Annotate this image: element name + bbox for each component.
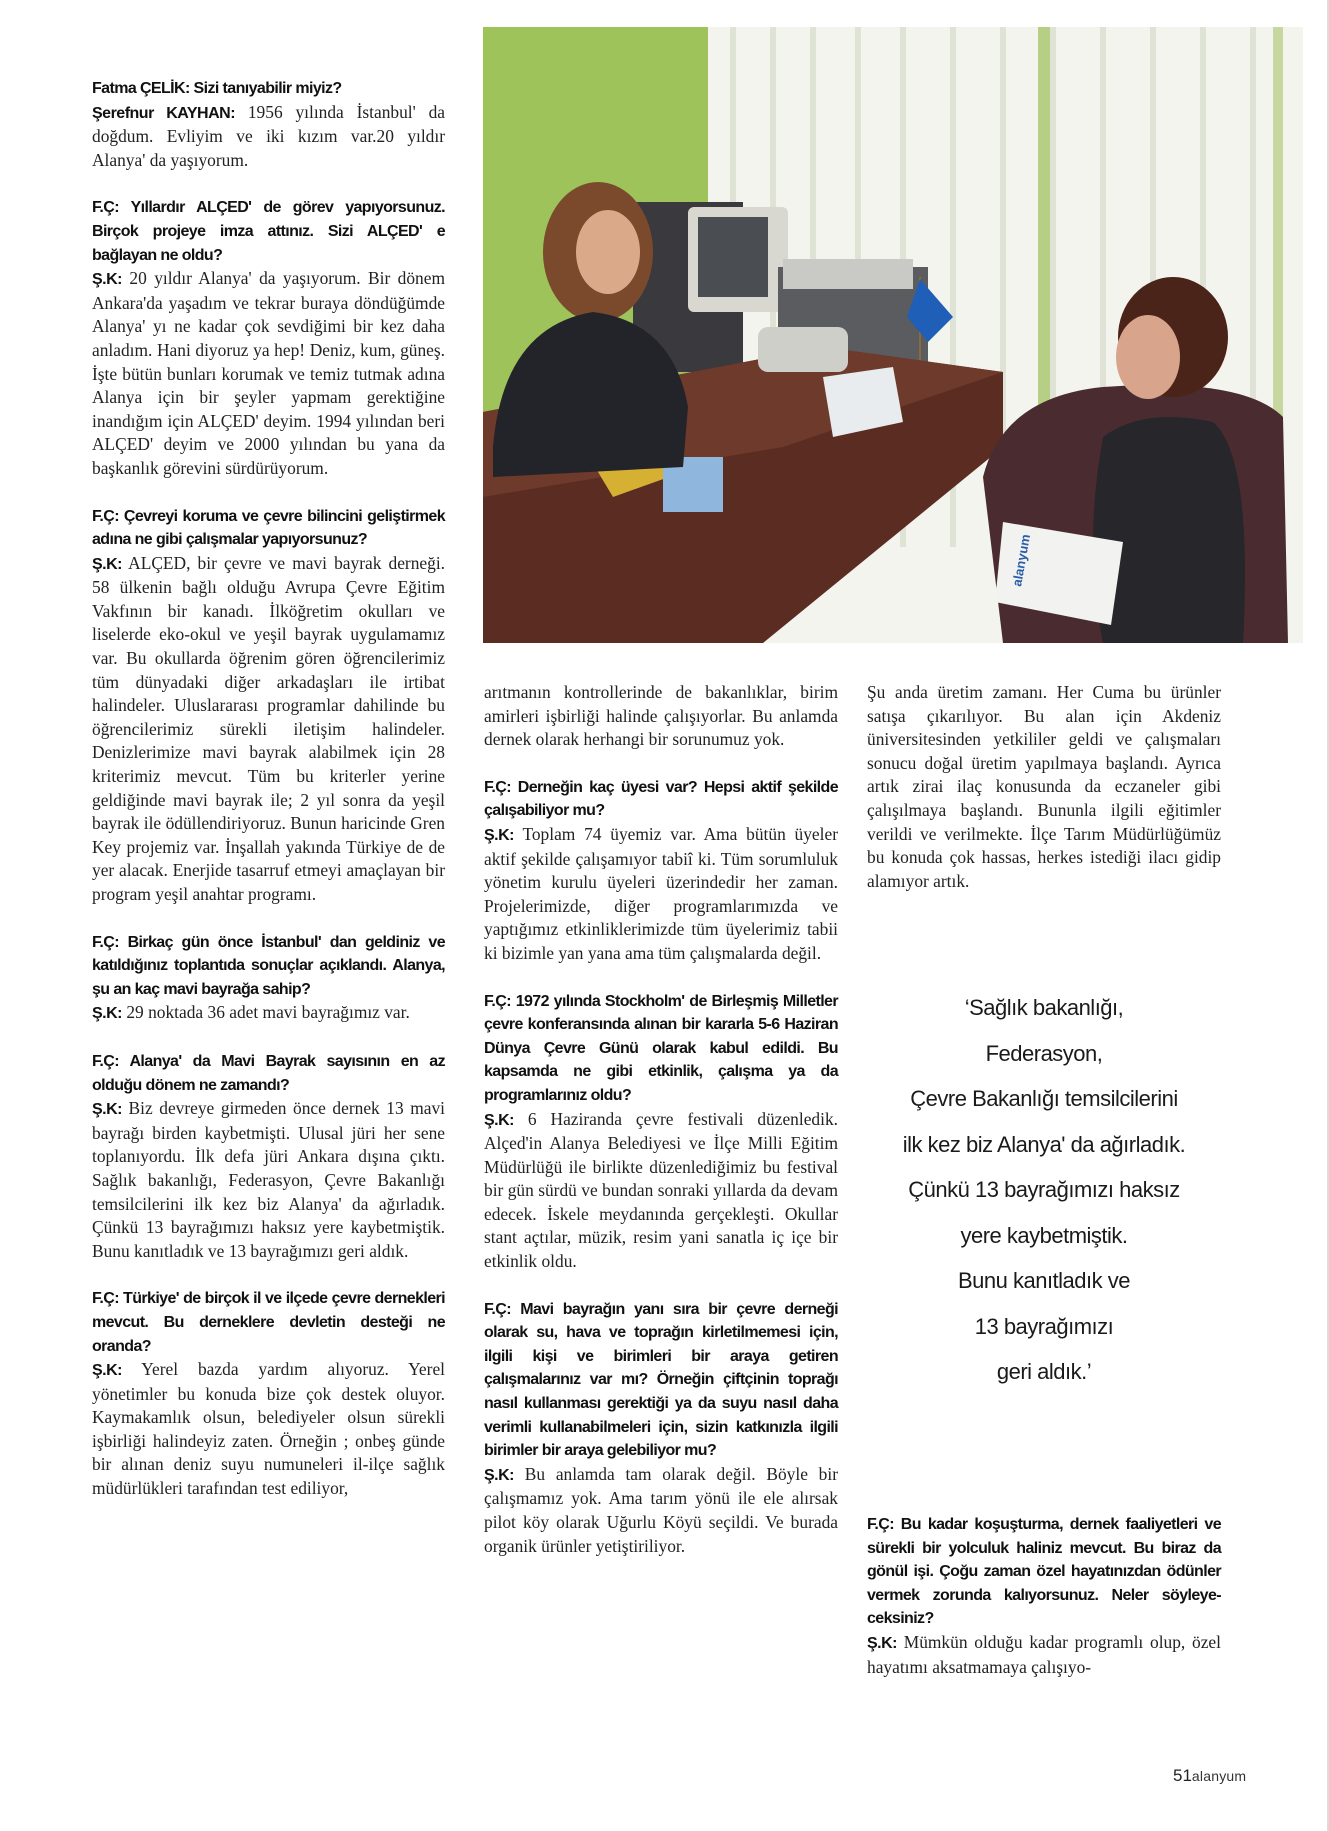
answer xyxy=(92,1001,445,1026)
pull-quote-line: Bunu kanıtladık ve xyxy=(957,1268,1130,1293)
qa-block xyxy=(867,1513,1221,1679)
question: F.Ç: 1972 yılında Stockholm' de Birleşmiş Milletler çevre konferansında alınan bir kararla 5-6 Haziran Dünya Çevre Günü olarak kabul edildi. Bu kapsamda ne gibi etkinlik, çalışma ya da programlarınız oldu? xyxy=(484,992,838,1104)
qa-block xyxy=(92,1050,445,1263)
pull-quote-line: yere kaybetmiştik. xyxy=(960,1222,1128,1248)
speaker-label: Ş.K: xyxy=(92,1362,122,1380)
pull-quote xyxy=(867,985,1221,1395)
speaker-label: Ş.K: xyxy=(484,826,514,844)
speaker-label: Ş.K: xyxy=(92,555,122,573)
continued-text-block xyxy=(867,681,1221,893)
monitor-screen xyxy=(698,217,768,297)
speaker-label: Ş.K: xyxy=(92,1005,122,1023)
question: F.Ç: Derneğin kaç üyesi var? Hepsi aktif şekilde çalışabiliyor mu? xyxy=(484,778,838,820)
continued-text-block xyxy=(484,681,838,752)
answer xyxy=(484,823,838,966)
question: F.Ç: Birkaç gün önce İstanbul' dan geldiniz ve katıldığınız toplantıda sonuçlar açıklandı. Alanya, şu an kaç mavi bayrağa sahip? xyxy=(92,933,445,998)
article-column-right xyxy=(867,681,1221,917)
pull-quote-line: ‘Sağlık bakanlığı, xyxy=(964,995,1124,1020)
woman-right-face xyxy=(1116,315,1180,399)
printer-top xyxy=(783,259,913,289)
question: F.Ç: Mavi bayrağın yanı sıra bir çevre derneği olarak su, hava ve toprağın kirletilmemesi için, ilgili kişi ve birimleri bir araya getiren çalışmalarınız var mı? Örneğin çiftçinin toprağı nasıl kullanması gerektiği ya da suyu nasıl daha verimli kullanabilmeleri için, sizin katkınızla ilgili birimler bir araya gelebiliyor mu? xyxy=(484,1300,838,1460)
answer xyxy=(92,101,445,173)
answer-text: Toplam 74 üyemiz var. Ama bütün üyeler aktif şekilde çalışamıyor tabiî ki. Tüm sorumluluk yönetim kurulu üyeleri üzerindedir her zaman. Projelerimizde, diğer programlarımızda ve yaptığımız etkinliklerimizde tüm üyelerimiz tabii ki bizimle yan yana ama tüm çalışmalarda değil. xyxy=(484,823,838,963)
interview-photo-illustration xyxy=(483,27,1303,643)
pull-quote-line: geri aldık.’ xyxy=(996,1359,1092,1384)
answer xyxy=(92,552,445,907)
answer xyxy=(92,1097,445,1263)
answer xyxy=(484,681,838,752)
woman-left-face xyxy=(576,210,640,294)
question: Fatma ÇELİK: Sizi tanıyabilir miyiz? xyxy=(92,80,342,97)
answer-text: ALÇED, bir çevre ve mavi bayrak derneği. 58 ülkenin bağlı olduğu Avrupa Çevre Eğitim Vakfının bir kanadı. İlköğretim okulları ve liselerde eko-okul ve yeşil bayrak uygulamamız var. Bu okullarda öğrenim gören öğrencilerimiz tüm dünyadaki diğer arkadaşları ile irtibat halindeler. Uluslararası programlar dahilinde bu öğrencilerimiz sürekli iletişim halindeler. Denizlerimize mavi bayrak alabilmek için 28 kriterimiz mevcut. Tüm bu kriterler yerine geldiğinde mavi bayrak ile; 2 yıl sonra da yeşil bayrak ile ödüllendiriyoruz. Bunun haricinde Gren Key projemiz var. İnşallah yakında Türkiye de de yer alacak. Enerjide tasarruf etmeyi amaçlayan bir program yeşil anahtar programı. xyxy=(92,552,445,904)
pull-quote-line: Çünkü 13 bayrağımızı haksız xyxy=(908,1177,1180,1202)
pull-quote-line: ilk kez biz Alanya' da ağırladık. xyxy=(902,1131,1186,1157)
answer-text: Bu anlamda tam olarak değil. Böyle bir çalışmamız yok. Ama tarım yönü ile ele alırsak pilot köy olarak Uğurlu Köyü seçildi. Ve burada organik ürünler yetiştiriliyor. xyxy=(484,1463,838,1556)
answer-text: Biz devreye girmeden önce dernek 13 mavi bayrağı birden kaybetmişti. Ulusal jüri her sene toplanıyordu. İlk defa jüri Ankara dışına çıktı. Sağlık bakanlığı, Federasyon, Çevre Bakanlığı temsilcilerini ilk kez biz Alanya' da ağırladık. Çünkü 13 bayrağımızı haksız yere kaybetmiştik. Bunu kanıtladık ve 13 bayrağımızı geri aldık. xyxy=(92,1098,445,1261)
woman-right-body xyxy=(1093,417,1245,643)
qa-block xyxy=(92,1287,445,1500)
telephone xyxy=(758,327,848,372)
answer-text: 20 yıldır Alanya' da yaşıyorum. Bir dönem Ankara'da yaşadım ve tekrar buraya döndüğümde Alanya' yı ne kadar çok sevdiğimi bir kez daha anladım. Hani diyoruz ya hep! Deniz, kum, güneş. İşte bütün bunları korumak ve temiz tutmak adına Alanya için bir şeyler yapmam gerektiğine inandığım için ALÇED' deyim. 1994 yılından beri ALÇED' deyim ve 2000 yılından bu yana da başkanlık görevini sürdürüyorum. xyxy=(92,268,445,478)
qa-block xyxy=(92,505,445,907)
interview-photo xyxy=(483,27,1303,643)
pull-quote-line: Çevre Bakanlığı temsilcilerini xyxy=(910,1086,1178,1111)
answer-text: 6 Haziranda çevre festivali düzenledik. Alçed'in Alanya Belediyesi ve İlçe Milli Eğitim Müdürlüğü ile birlikte düzenlediğimiz bu festival bir gün sürdü ve bundan sonraki yıllarda da devam edecek. İskele meydanında gerçekleşti. Okullar stant açtılar, müzik, resim yani sanatla iç içe bir etkinlik oldu. xyxy=(484,1108,838,1272)
question: F.Ç: Bu kadar koşuşturma, dernek faaliyetleri ve sürekli bir yolculuk haliniz mevcut. Bu biraz da gönül işi. Çoğu zaman özel hayatınızdan ödünler vermek zorunda kalıyorsunuz. Neler söyleye-ceksiniz? xyxy=(867,1516,1221,1628)
answer-text: arıtmanın kontrollerinde de bakanlıklar, birim amirleri işbirliği halinde çalışıyorlar. Bu anlamda dernek olarak herhangi bir sorunumuz yok. xyxy=(484,682,838,750)
qa-block xyxy=(484,776,838,966)
pull-quote-line: 13 bayrağımızı xyxy=(974,1313,1114,1339)
answer xyxy=(484,1463,838,1558)
answer xyxy=(484,1108,838,1274)
article-column-left xyxy=(92,77,445,1525)
page-footer xyxy=(1173,1766,1246,1786)
speaker-label: Ş.K: xyxy=(92,271,122,289)
qa-block xyxy=(92,931,445,1026)
folder-brand-text: alanyum xyxy=(1009,532,1034,588)
qa-block xyxy=(92,77,445,172)
page-number: 51 xyxy=(1173,1766,1192,1785)
speaker-label: Şerefnur KAYHAN: xyxy=(92,104,236,122)
curtain-green-stripe xyxy=(1038,27,1050,447)
question: F.Ç: Alanya' da Mavi Bayrak sayısının en az olduğu dönem ne zamandı? xyxy=(92,1052,445,1094)
question: F.Ç: Türkiye' de birçok il ve ilçede çevre dernekleri mevcut. Bu derneklere devletin desteği ne oranda? xyxy=(92,1290,445,1355)
answer-text: Yerel bazda yardım alıyoruz. Yerel yönetimler bu konuda bize çok destek oluyor. Kaymakamlık olsun, belediyeler olsun sürekli işbirliği halindeyiz zaten. Örneğin ; onbeş günde bir alınan deniz suyu numuneleri il-ilçe sağlık müdürlükleri tarafından test ediliyor, xyxy=(92,1359,445,1499)
article-column-middle xyxy=(484,681,838,1582)
magazine-brand: alanyum xyxy=(1191,1768,1247,1784)
answer-text: Mümkün olduğu kadar programlı olup, özel hayatımı aksatmamaya çalışıyo- xyxy=(867,1631,1221,1677)
qa-block xyxy=(484,990,838,1274)
answer xyxy=(867,1631,1221,1679)
answer-text: 1956 yılında İstanbul' da doğdum. Evliyim ve iki kızım var.20 yıldır Alanya' da yaşıyorum. xyxy=(92,101,445,170)
article-column-right-bottom xyxy=(867,1513,1221,1703)
speaker-label: Ş.K: xyxy=(484,1466,514,1484)
answer xyxy=(92,1358,445,1501)
pull-quote-line: Federasyon, xyxy=(985,1040,1103,1066)
answer-text: Şu anda üretim zamanı. Her Cuma bu ürünler satışa çıkarılıyor. Bu alan için Akdeniz üniversitesinden yetkililer geldi ve çalışmaları sonucu doğal üretim yapılmaya başlandı. Ayrıca artık zirai ilaç konusunda da eczaneler gibi çalışılmaya başlandı. Bununla ilgili eğitimler verildi ve verilmekte. İlçe Tarım Müdürlüğümüz bu konuda çok hassas, herkes istediği ilacı gidip alamıyor artık. xyxy=(867,682,1221,891)
question: F.Ç: Çevreyi koruma ve çevre bilincini geliştirmek adına ne gibi çalışmalar yapıyorsunuz? xyxy=(92,507,445,549)
answer xyxy=(867,681,1221,893)
qa-block xyxy=(92,196,445,480)
speaker-label: Ş.K: xyxy=(92,1101,122,1119)
qa-block xyxy=(484,1298,838,1559)
speaker-label: Ş.K: xyxy=(867,1634,897,1652)
speaker-label: Ş.K: xyxy=(484,1111,514,1129)
answer-text: 29 noktada 36 adet mavi bayrağımız var. xyxy=(126,1002,410,1023)
question: F.Ç: Yıllardır ALÇED' de görev yapıyorsunuz. Birçok projeye imza attınız. Sizi ALÇED' e bağlayan ne oldu? xyxy=(92,199,445,264)
answer xyxy=(92,267,445,480)
